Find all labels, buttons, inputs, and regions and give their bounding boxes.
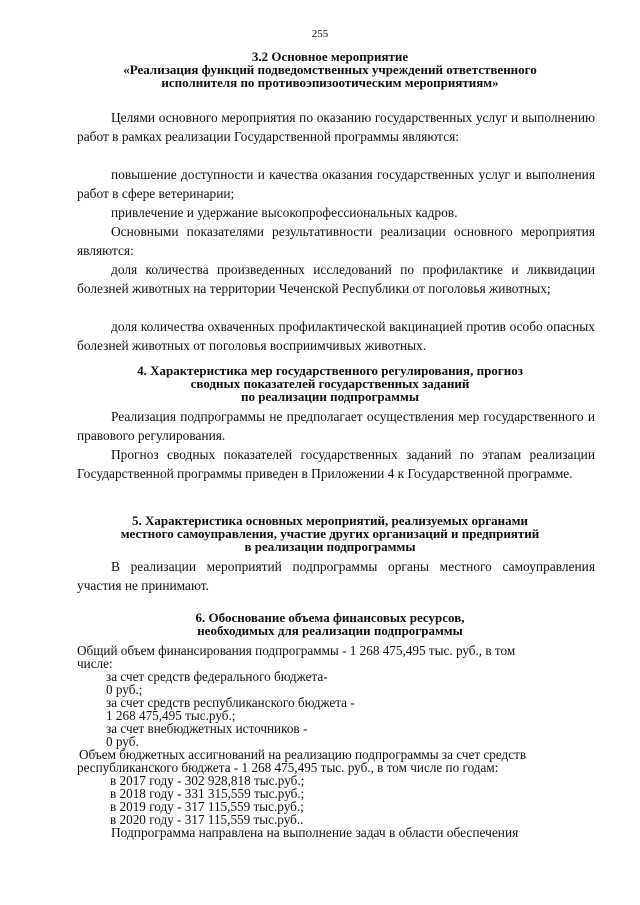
page-number: 255 bbox=[311, 28, 329, 40]
financing-block bbox=[77, 644, 602, 826]
year-line: в 2017 году - 302 928,818 тыс.руб.; bbox=[110, 773, 305, 788]
text-line: республиканского бюджета - 1 268 475,495 тыс. руб., в том числе по годам: bbox=[77, 760, 499, 775]
heading-line: исполнителя по противоэпизоотическим мероприятиям» bbox=[161, 75, 499, 90]
heading-line: 3.2 Основное мероприятие bbox=[251, 49, 409, 64]
section-6-heading bbox=[60, 611, 600, 637]
text-line: 0 руб. bbox=[106, 734, 139, 749]
heading-line: по реализации подпрограммы bbox=[241, 389, 419, 404]
text-line: 0 руб.; bbox=[106, 682, 143, 697]
year-line: в 2018 году - 331 315,559 тыс.руб.; bbox=[110, 786, 305, 801]
heading-line: местного самоуправления, участие других организаций и предприятий bbox=[120, 526, 540, 541]
text-line: Объем бюджетных ассигнований на реализацию подпрограммы за счет средств bbox=[79, 747, 527, 762]
heading-line: «Реализация функций подведомственных учреждений ответственного bbox=[123, 62, 537, 77]
text-line: за счет средств федерального бюджета- bbox=[106, 669, 328, 684]
paragraph: привлечение и удержание высокопрофессиональных кадров. bbox=[111, 205, 458, 220]
year-line: в 2019 году - 317 115,559 тыс.руб.; bbox=[110, 799, 304, 814]
paragraph: Прогноз сводных показателей государственных заданий по этапам реализации Государственной программы приведен в Приложении 4 к Государственной программе. bbox=[77, 447, 595, 481]
heading-line: в реализации подпрограммы bbox=[244, 539, 416, 554]
heading-line: 5. Характеристика основных мероприятий, реализуемых органами bbox=[132, 513, 528, 528]
paragraph: В реализации мероприятий подпрограммы органы местного самоуправления участия не принимают. bbox=[77, 559, 595, 593]
section-4-heading bbox=[60, 364, 600, 403]
heading-line: 4. Характеристика мер государственного регулирования, прогноз bbox=[137, 363, 523, 378]
heading-line: необходимых для реализации подпрограммы bbox=[197, 623, 463, 638]
text-line: Общий объем финансирования подпрограммы - 1 268 475,495 тыс. руб., в том bbox=[77, 643, 516, 658]
heading-line: сводных показателей государственных заданий bbox=[190, 376, 470, 391]
year-line: в 2020 году - 317 115,559 тыс.руб.. bbox=[110, 812, 304, 827]
paragraph: Целями основного мероприятия по оказанию государственных услуг и выполнению работ в рамках реализации Государственной программы являются: bbox=[77, 110, 595, 144]
text-line: 1 268 475,495 тыс.руб.; bbox=[106, 708, 236, 723]
text-line: числе: bbox=[77, 656, 113, 671]
paragraph: Подпрограмма направлена на выполнение задач в области обеспечения bbox=[111, 825, 519, 840]
heading-line: 6. Обоснование объема финансовых ресурсов, bbox=[195, 610, 465, 625]
text-line: за счет внебюджетных источников - bbox=[106, 721, 308, 736]
section-5-heading bbox=[60, 514, 600, 553]
paragraph: повышение доступности и качества оказания государственных услуг и выполнения работ в сфере ветеринарии; bbox=[77, 167, 595, 201]
paragraph: Основными показателями результативности реализации основного мероприятия являются: bbox=[77, 224, 595, 258]
section-3-2-heading bbox=[60, 50, 600, 89]
text-line: за счет средств республиканского бюджета - bbox=[106, 695, 355, 710]
paragraph: доля количества охваченных профилактической вакцинацией против особо опасных болезней животных от поголовья восприимчивых животных. bbox=[77, 319, 595, 353]
paragraph: доля количества произведенных исследований по профилактике и ликвидации болезней животных на территории Чеченской Республики от поголовья животных; bbox=[77, 262, 595, 296]
paragraph: Реализация подпрограммы не предполагает осуществления мер государственного и правового регулирования. bbox=[77, 409, 595, 443]
